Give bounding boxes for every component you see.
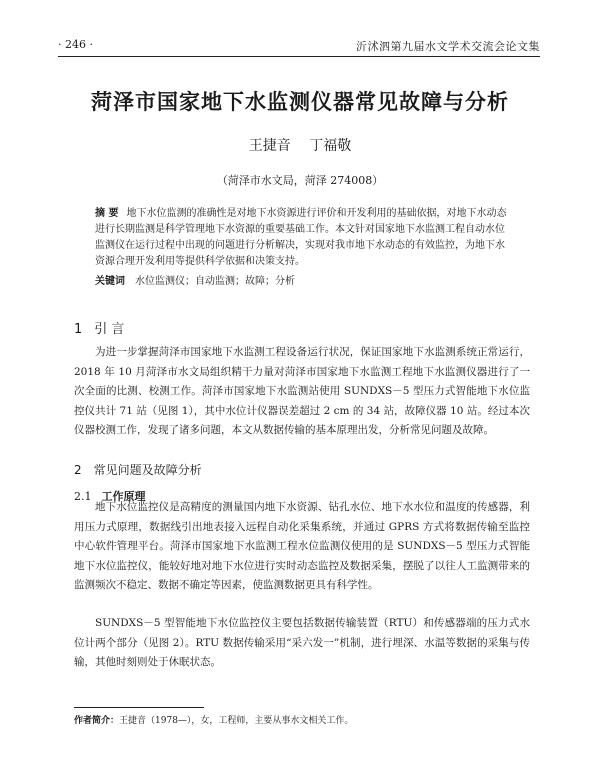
subsection-2-1-paragraph-2: SUNDXS－5 型智能地下水位监控仪主要包括数据传输装置（RTU）和传感器端的压力式水位计两个部分（见图 2）。RTU 数据传输采用“采六发一”机制，进行埋深、水温等数据的采集与传输，其他时刻则处于休眠状态。 bbox=[74, 617, 530, 668]
running-header bbox=[58, 36, 540, 57]
abstract-text: 地下水位监测的准确性是对地下水资源进行评价和开发利用的基础依据，对地下水动态进行长期监测是科学管理地下水资源的重要基础工作。本文针对国家地下水监测工程自动水位监测仪在运行过程中出现的问题进行分析解决，实现对我市地下水动态的有效监控，为地下水资源合理开发利用等提供科学依据和决策支持。 bbox=[95, 208, 507, 267]
journal-title: 沂沭泗第九届水文学术交流会论文集 bbox=[356, 40, 540, 53]
section-2-title: 常见问题及故障分析 bbox=[93, 463, 202, 477]
footnote-divider bbox=[74, 707, 204, 708]
article-authors: 王捷音 丁福敬 bbox=[248, 138, 352, 154]
footnote-label: 作者简介： bbox=[74, 716, 120, 726]
article-title: 菏泽市国家地下水监测仪器常见故障与分析 bbox=[91, 90, 509, 114]
author-affiliation: （菏泽市水文局，菏泽 274008） bbox=[216, 174, 384, 187]
abstract-label: 摘 要 bbox=[95, 208, 119, 219]
section-1-paragraph: 为进一步掌握菏泽市国家地下水监测工程设备运行状况，保证国家地下水监测系统正常运行，2018 年 10 月菏泽市水文局组织精干力量对菏泽市国家地下水监测工程地下水监测仪器进行了一次全面的比测、校测工作。菏泽市国家地下水监测站使用 SUNDXS－5 型压力式智能地下水位监控仪共计 71 站（见图 1），其中水位计仪器误差超过 2 cm 的 34 站，故障仪器 10 站。经过本次仪器校测工作，发现了诸多问题，本文从数据传输的基本原理出发，分析常见问题及故障。 bbox=[74, 346, 530, 436]
section-1-number: 1 bbox=[74, 322, 83, 337]
section-2-number: 2 bbox=[74, 463, 82, 477]
keywords-text: 水位监测仪；自动监测；故障；分析 bbox=[135, 276, 295, 287]
keywords bbox=[95, 272, 510, 287]
page-number: · 246 · bbox=[58, 38, 93, 51]
footnote-text: 王捷音（1978—），女，工程师，主要从事水文相关工作。 bbox=[119, 716, 354, 726]
keywords-label: 关键词 bbox=[95, 276, 125, 287]
section-1-title: 引 言 bbox=[94, 322, 125, 337]
author-footnote bbox=[74, 713, 353, 726]
section-2-heading bbox=[74, 461, 202, 478]
subsection-2-1-title: 工作原理 bbox=[101, 490, 146, 503]
subsection-2-1-paragraph-1: 地下水位监控仪是高精度的测量国内地下水资源、钻孔水位、地下水水位和温度的传感器，利用压力式原理，数据线引出地表接入远程自动化采集系统，并通过 GPRS 方式将数据传输至监控中心软件管理平台。菏泽市国家地下水监测工程水位监测仪使用的是 SUNDXS－5 型压力式智能地下水位监控仪，能较好地对地下水位进行实时动态监控及数据采集，摆脱了以往人工监测带来的监测频次不稳定、数据不确定等因素，使监测数据更具有科学性。 bbox=[74, 501, 530, 591]
abstract bbox=[95, 206, 510, 270]
section-1-heading bbox=[74, 318, 124, 337]
subsection-2-1-number: 2.1 bbox=[74, 490, 92, 503]
